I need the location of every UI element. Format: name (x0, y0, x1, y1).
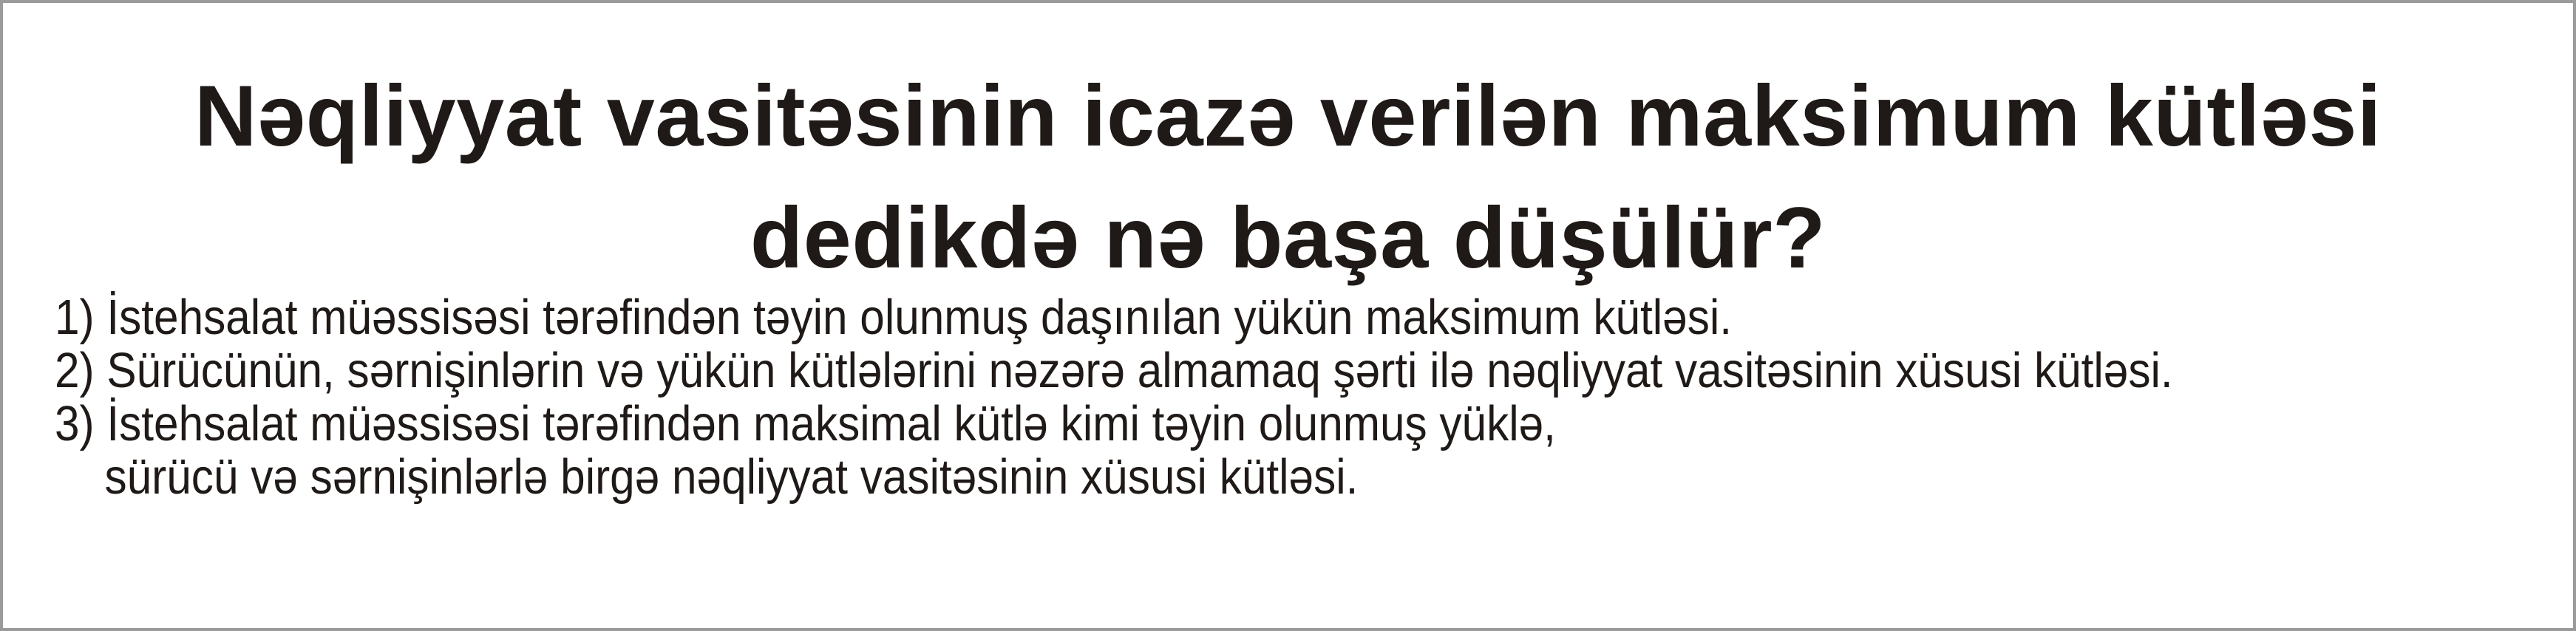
answer-number: 2) (55, 343, 95, 398)
question-title (3, 55, 2573, 299)
answer-number: 1) (55, 290, 95, 345)
answer-text-continuation: sürücü və sərnişinlərlə birgə nəqliyyat vasitəsinin xüsusi kütləsi. (104, 449, 1359, 505)
answer-text: İstehsalat müəssisəsi tərəfindən təyin olunmuş daşınılan yükün maksimum kütləsi. (106, 290, 1733, 345)
answer-text: Sürücünün, sərnişinlərin və yükün kütlələrini nəzərə almamaq şərti ilə nəqliyyat vasitəsinin xüsusi kütləsi. (106, 343, 2173, 398)
answer-option-2[interactable] (55, 344, 2173, 398)
question-line-2: dedikdə nə başa düşülür? (750, 189, 1826, 286)
answer-list (55, 291, 2173, 504)
answer-option-3[interactable] (55, 398, 2173, 504)
answer-number: 3) (55, 396, 95, 451)
answer-text: İstehsalat müəssisəsi tərəfindən maksimal kütlə kimi təyin olunmuş yüklə, (106, 396, 1556, 451)
answer-option-1[interactable] (55, 291, 2173, 344)
question-line-1: Nəqliyyat vasitəsinin icazə verilən maksimum kütləsi (194, 67, 2382, 164)
